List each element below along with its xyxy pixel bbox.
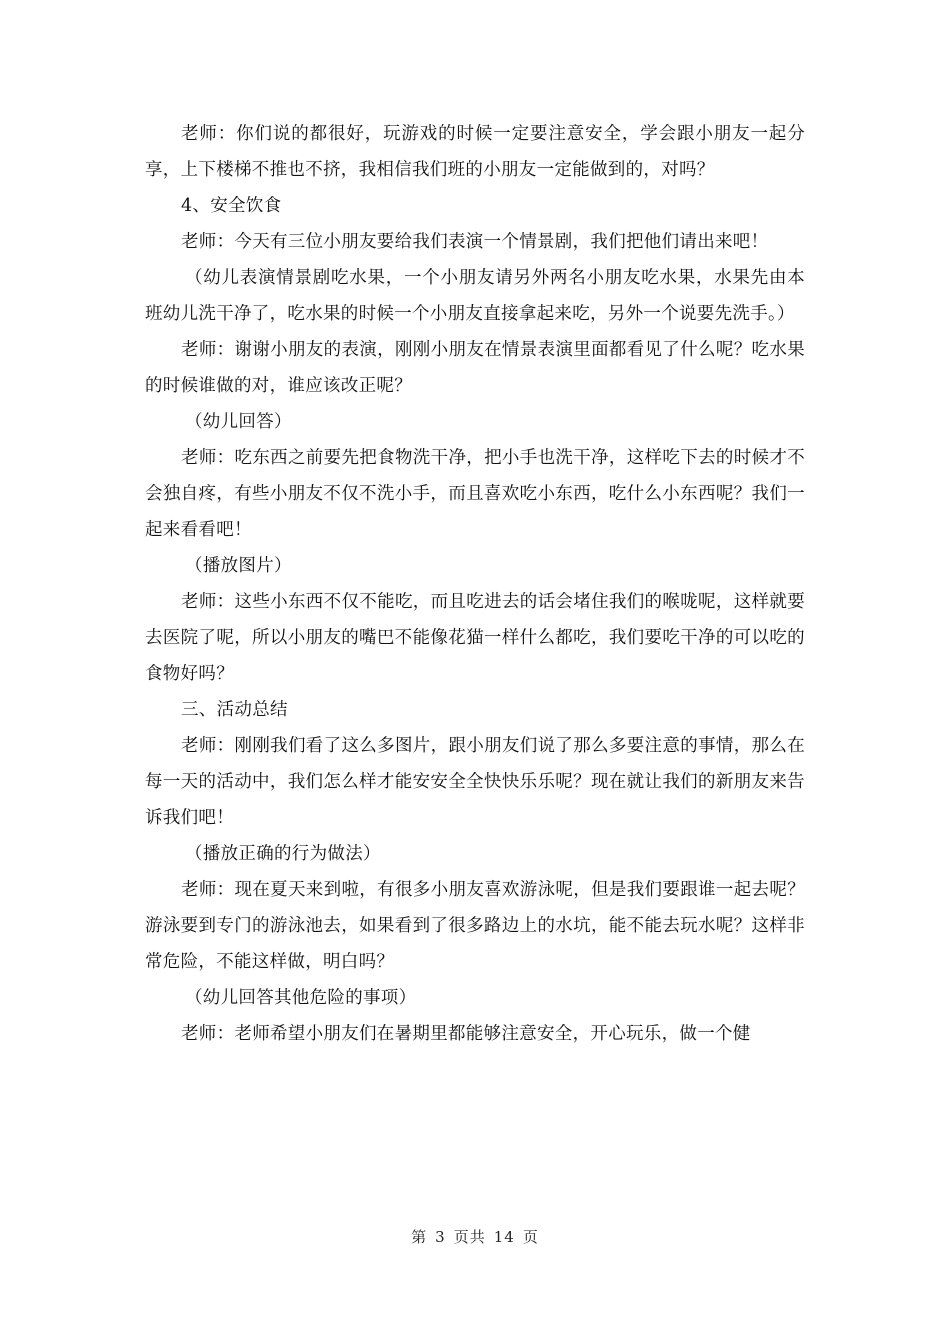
paragraph: 老师：今天有三位小朋友要给我们表演一个情景剧，我们把他们请出来吧！ (181, 232, 769, 252)
paragraph: 老师：刚刚我们看了这么多图片，跟小朋友们说了那么多要注意的事情，那么在每一天的活动中，我们怎么样才能安安全全快快乐乐呢？现在就让我们的新朋友来告诉我们吧！ (145, 736, 805, 828)
paragraph: 老师：老师希望小朋友们在暑期里都能够注意安全，开心玩乐，做一个健 (181, 1024, 751, 1044)
section-heading: 4、安全饮食 (181, 196, 282, 216)
stage-direction: （播放正确的行为做法） (185, 844, 381, 864)
footer-current-page: 3 (435, 1228, 446, 1246)
paragraph: 老师：你们说的都很好，玩游戏的时候一定要注意安全，学会跟小朋友一起分享，上下楼梯不推也不挤，我相信我们班的小朋友一定能做到的，对吗？ (145, 124, 805, 180)
paragraph: 老师：谢谢小朋友的表演，刚刚小朋友在情景表演里面都看见了什么呢？吃水果的时候谁做的对，谁应该改正呢？ (145, 340, 805, 396)
footer-middle: 页共 (453, 1228, 486, 1246)
document-body (145, 116, 805, 1052)
stage-direction: （幼儿回答） (185, 412, 292, 432)
stage-direction: （幼儿表演情景剧吃水果，一个小朋友请另外两名小朋友吃水果，水果先由本班幼儿洗干净了，吃水果的时候一个小朋友直接拿起来吃，另外一个说要先洗手。） (145, 268, 805, 324)
footer-total-pages: 14 (493, 1228, 515, 1246)
paragraph: 老师：吃东西之前要先把食物洗干净，把小手也洗干净，这样吃下去的时候才不会独自疼，有些小朋友不仅不洗小手，而且喜欢吃小东西，吃什么小东西呢？我们一起来看看吧！ (145, 448, 805, 540)
footer-suffix: 页 (522, 1228, 539, 1246)
stage-direction: （幼儿回答其他危险的事项） (185, 988, 417, 1008)
stage-direction: （播放图片） (185, 556, 292, 576)
paragraph: 老师：这些小东西不仅不能吃，而且吃进去的话会堵住我们的喉咙呢，这样就要去医院了呢，所以小朋友的嘴巴不能像花猫一样什么都吃，我们要吃干净的可以吃的食物好吗？ (145, 592, 805, 684)
section-heading: 三、活动总结 (181, 700, 288, 720)
footer-prefix: 第 (411, 1228, 428, 1246)
paragraph: 老师：现在夏天来到啦，有很多小朋友喜欢游泳呢，但是我们要跟谁一起去呢？游泳要到专门的游泳池去，如果看到了很多路边上的水坑，能不能去玩水呢？这样非常危险，不能这样做，明白吗？ (145, 880, 805, 972)
page-footer (0, 1226, 950, 1247)
